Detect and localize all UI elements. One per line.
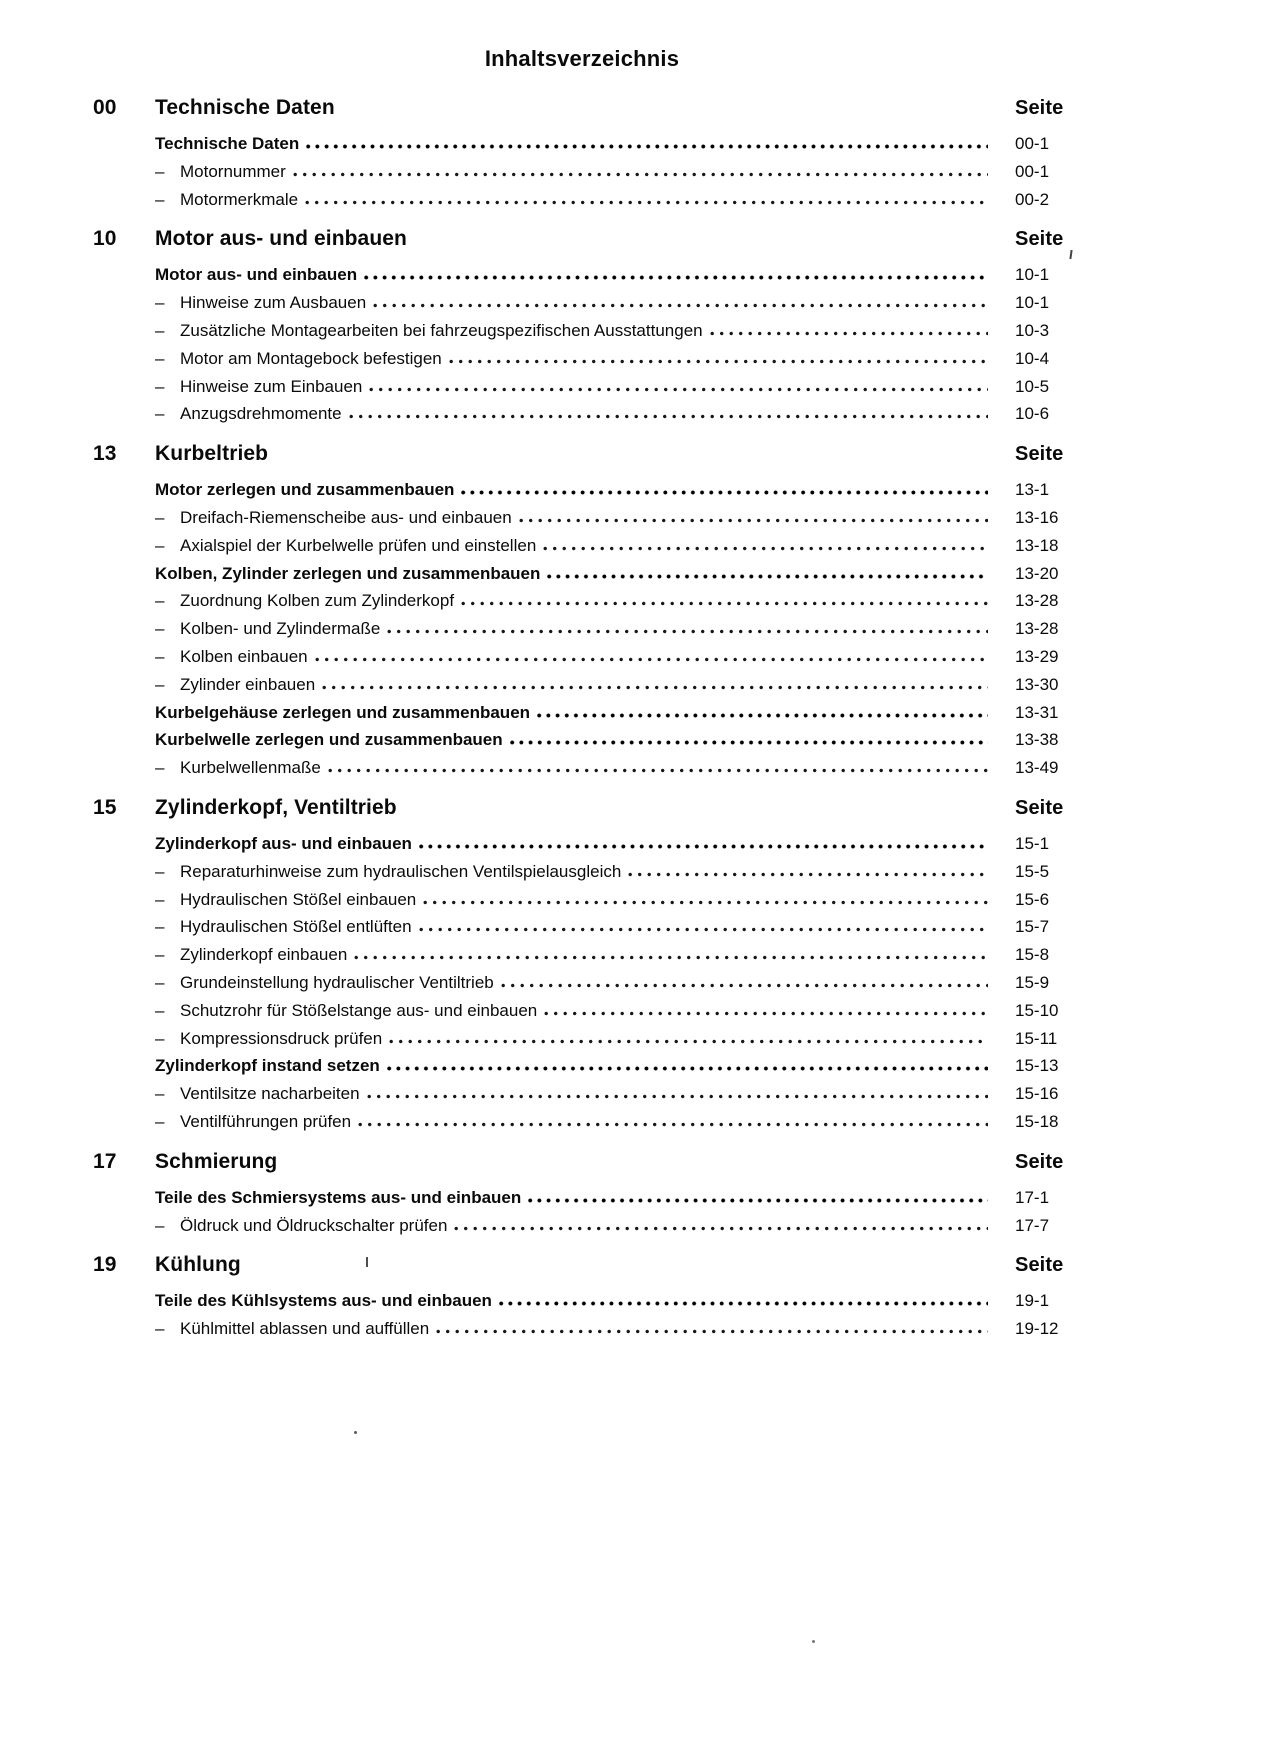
dot-leader: [305, 200, 988, 205]
dot-leader: [349, 414, 988, 419]
dash-marker: –: [155, 348, 165, 368]
toc-entry: [93, 671, 1071, 699]
toc-entry: [93, 186, 1071, 214]
toc-content: [93, 46, 1071, 1343]
toc-entry: [93, 1315, 1071, 1343]
entry-title: Kühlmittel ablassen und auffüllen: [180, 1319, 430, 1339]
entry-title: Reparaturhinweise zum hydraulischen Ventilspielausgleich: [180, 861, 622, 881]
dot-leader: [423, 900, 988, 905]
toc-entry: [93, 560, 1071, 588]
dash-marker: –: [155, 1111, 165, 1131]
toc-entry: [93, 261, 1071, 289]
entry-page-number: 15-1: [1015, 833, 1050, 853]
entry-title: Kurbelwellenmaße: [180, 758, 321, 778]
seite-column-label: Seite: [1015, 796, 1064, 819]
entry-page-number: 13-16: [1015, 507, 1059, 527]
entry-page-number: 10-5: [1015, 376, 1050, 396]
section-header: [93, 440, 1071, 468]
entry-page-number: 10-1: [1015, 265, 1050, 285]
section-entries: [93, 261, 1071, 428]
toc-entry: [93, 969, 1071, 997]
dash-marker: –: [155, 1084, 165, 1104]
entry-page-number: 19-12: [1015, 1319, 1059, 1339]
toc-section: [93, 1251, 1071, 1343]
dot-leader: [454, 1226, 988, 1231]
entry-title: Teile des Kühlsystems aus- und einbauen: [155, 1291, 492, 1311]
toc-entry: [93, 615, 1071, 643]
toc-section: [93, 94, 1071, 213]
dash-marker: –: [155, 293, 165, 313]
section-entries: [93, 830, 1071, 1136]
toc-section: [93, 1148, 1071, 1240]
entry-page-number: 13-29: [1015, 646, 1059, 666]
section-title: Kurbeltrieb: [155, 442, 269, 466]
dash-marker: –: [155, 376, 165, 396]
toc-entry: [93, 532, 1071, 560]
toc-entry: [93, 158, 1071, 186]
dot-leader: [499, 1301, 988, 1306]
entry-page-number: 15-7: [1015, 917, 1050, 937]
dash-marker: –: [155, 1028, 165, 1048]
entry-title: Teile des Schmiersystems aus- und einbauen: [155, 1187, 522, 1207]
dash-marker: –: [155, 972, 165, 992]
dot-leader: [449, 359, 988, 364]
toc-section: [93, 225, 1071, 428]
dot-leader: [389, 1039, 988, 1044]
entry-page-number: 15-13: [1015, 1056, 1059, 1076]
scan-artifact: [812, 1640, 815, 1643]
entry-title: Ventilsitze nacharbeiten: [180, 1084, 360, 1104]
entry-title: Grundeinstellung hydraulischer Ventiltrieb: [180, 972, 494, 992]
entry-title: Dreifach-Riemenscheibe aus- und einbauen: [180, 507, 512, 527]
dot-leader: [461, 601, 988, 606]
seite-column-label: Seite: [1015, 228, 1064, 251]
entry-page-number: 13-38: [1015, 730, 1059, 750]
toc-entry: [93, 830, 1071, 858]
dot-leader: [537, 713, 988, 718]
entry-page-number: 13-28: [1015, 619, 1059, 639]
dot-leader: [369, 387, 988, 392]
entry-page-number: 15-5: [1015, 861, 1050, 881]
section-number: 15: [93, 795, 117, 819]
toc-entry: [93, 1184, 1071, 1212]
dot-leader: [373, 303, 988, 308]
toc-entry: [93, 504, 1071, 532]
dot-leader: [501, 983, 988, 988]
entry-page-number: 13-20: [1015, 563, 1059, 583]
entry-title: Zylinderkopf instand setzen: [155, 1056, 380, 1076]
section-entries: [93, 1287, 1071, 1343]
entry-page-number: 13-31: [1015, 702, 1059, 722]
section-header: [93, 1148, 1071, 1176]
entry-page-number: 15-9: [1015, 972, 1050, 992]
dot-leader: [544, 1011, 988, 1016]
dot-leader: [387, 629, 988, 634]
entry-page-number: 19-1: [1015, 1291, 1050, 1311]
dash-marker: –: [155, 591, 165, 611]
dot-leader: [710, 331, 988, 336]
dash-marker: –: [155, 535, 165, 555]
section-number: 19: [93, 1253, 117, 1277]
dash-marker: –: [155, 758, 165, 778]
section-number: 00: [93, 96, 117, 119]
section-header: [93, 1251, 1071, 1279]
entry-title: Motormerkmale: [180, 189, 299, 209]
toc-entry: [93, 886, 1071, 914]
page-title: Inhaltsverzeichnis: [484, 46, 680, 71]
dash-marker: –: [155, 320, 165, 340]
entry-page-number: 10-3: [1015, 320, 1050, 340]
dot-leader: [328, 768, 988, 773]
dash-marker: –: [155, 161, 165, 181]
entry-title: Motornummer: [180, 161, 286, 181]
entry-title: Kolben- und Zylindermaße: [180, 619, 381, 639]
section-title: Zylinderkopf, Ventiltrieb: [155, 795, 397, 819]
dash-marker: –: [155, 889, 165, 909]
entry-page-number: 15-18: [1015, 1111, 1059, 1131]
dash-marker: –: [155, 1000, 165, 1020]
dot-leader: [358, 1122, 988, 1127]
toc-entry: [93, 130, 1071, 158]
entry-title: Zuordnung Kolben zum Zylinderkopf: [180, 591, 455, 611]
section-header: [93, 794, 1071, 822]
section-entries: [93, 1184, 1071, 1240]
toc-section: [93, 794, 1071, 1136]
scan-artifact: [1069, 250, 1072, 259]
entry-title: Zusätzliche Montagearbeiten bei fahrzeugspezifischen Ausstattungen: [180, 320, 703, 340]
entry-title: Motor zerlegen und zusammenbauen: [155, 480, 455, 500]
toc-entry: [93, 373, 1071, 401]
scan-artifact: [366, 1257, 368, 1267]
dash-marker: –: [155, 945, 165, 965]
section-number: 17: [93, 1149, 117, 1173]
entry-title: Kolben einbauen: [180, 646, 308, 666]
toc-entry: [93, 289, 1071, 317]
entry-page-number: 00-1: [1015, 161, 1050, 181]
entry-title: Kolben, Zylinder zerlegen und zusammenbauen: [155, 563, 541, 583]
dot-leader: [322, 685, 988, 690]
entry-page-number: 13-1: [1015, 480, 1050, 500]
dot-leader: [419, 844, 988, 849]
entry-page-number: 00-1: [1015, 134, 1050, 153]
section-number: 10: [93, 227, 117, 251]
dash-marker: –: [155, 917, 165, 937]
dash-marker: –: [155, 861, 165, 881]
entry-title: Schutzrohr für Stößelstange aus- und einbauen: [180, 1000, 538, 1020]
dash-marker: –: [155, 674, 165, 694]
dot-leader: [419, 927, 988, 932]
toc-entry: [93, 587, 1071, 615]
dot-leader: [528, 1198, 988, 1203]
dash-marker: –: [155, 404, 165, 424]
dot-leader: [293, 172, 988, 177]
dash-marker: –: [155, 1319, 165, 1339]
toc-entry: [93, 476, 1071, 504]
toc-entry: [93, 913, 1071, 941]
entry-title: Hinweise zum Einbauen: [180, 376, 363, 396]
entry-title: Zylinderkopf aus- und einbauen: [155, 833, 412, 853]
entry-title: Hydraulischen Stößel einbauen: [180, 889, 417, 909]
entry-title: Zylinder einbauen: [180, 674, 316, 694]
entry-page-number: 13-18: [1015, 535, 1059, 555]
seite-column-label: Seite: [1015, 443, 1064, 466]
section-entries: [93, 130, 1071, 213]
entry-page-number: 15-16: [1015, 1084, 1059, 1104]
entry-page-number: 17-1: [1015, 1187, 1050, 1207]
dot-leader: [306, 144, 988, 149]
toc-entry: [93, 1025, 1071, 1053]
seite-column-label: Seite: [1015, 1254, 1064, 1277]
section-title: Schmierung: [155, 1149, 278, 1173]
entry-page-number: 10-4: [1015, 348, 1050, 368]
section-header: [93, 94, 1071, 122]
toc-entry: [93, 400, 1071, 428]
entry-page-number: 15-11: [1015, 1028, 1058, 1048]
toc-entry: [93, 858, 1071, 886]
entry-title: Anzugsdrehmomente: [180, 404, 342, 424]
dot-leader: [519, 518, 988, 523]
dot-leader: [387, 1066, 988, 1071]
scan-artifact: [354, 1431, 357, 1434]
entry-title: Zylinderkopf einbauen: [180, 945, 348, 965]
section-header: [93, 225, 1071, 253]
toc-entry: [93, 754, 1071, 782]
entry-page-number: 00-2: [1015, 189, 1050, 209]
section-title: Kühlung: [155, 1253, 241, 1277]
toc-entry: [93, 317, 1071, 345]
entry-page-number: 10-1: [1015, 293, 1050, 313]
toc-entry: [93, 726, 1071, 754]
entry-page-number: 13-30: [1015, 674, 1059, 694]
entry-title: Technische Daten: [155, 134, 300, 153]
dot-leader: [364, 275, 988, 280]
dot-leader: [436, 1329, 988, 1334]
entry-title: Öldruck und Öldruckschalter prüfen: [180, 1215, 448, 1235]
dash-marker: –: [155, 1215, 165, 1235]
toc-entry: [93, 1080, 1071, 1108]
toc-entry: [93, 997, 1071, 1025]
dash-marker: –: [155, 507, 165, 527]
toc-entry: [93, 1287, 1071, 1315]
toc-entry: [93, 1052, 1071, 1080]
section-title: Motor aus- und einbauen: [155, 227, 407, 251]
entry-page-number: 15-8: [1015, 945, 1050, 965]
toc-entry: [93, 345, 1071, 373]
entry-page-number: 10-6: [1015, 404, 1050, 424]
dot-leader: [543, 546, 988, 551]
dash-marker: –: [155, 619, 165, 639]
entry-title: Motor am Montagebock befestigen: [180, 348, 442, 368]
entry-title: Hydraulischen Stößel entlüften: [180, 917, 412, 937]
section-title: Technische Daten: [155, 96, 335, 119]
dot-leader: [354, 955, 988, 960]
entry-page-number: 13-28: [1015, 591, 1059, 611]
dot-leader: [547, 574, 988, 579]
entry-title: Hinweise zum Ausbauen: [180, 293, 367, 313]
entry-title: Kurbelgehäuse zerlegen und zusammenbauen: [155, 702, 531, 722]
toc-entry: [93, 941, 1071, 969]
dot-leader: [367, 1094, 988, 1099]
entry-title: Kompressionsdruck prüfen: [180, 1028, 383, 1048]
dot-leader: [315, 657, 988, 662]
entry-title: Kurbelwelle zerlegen und zusammenbauen: [155, 730, 503, 750]
dot-leader: [510, 740, 988, 745]
entry-title: Axialspiel der Kurbelwelle prüfen und einstellen: [180, 535, 537, 555]
entry-page-number: 13-49: [1015, 758, 1059, 778]
entry-title: Ventilführungen prüfen: [180, 1111, 352, 1131]
entry-page-number: 17-7: [1015, 1215, 1050, 1235]
section-number: 13: [93, 442, 117, 466]
toc-sections: [93, 94, 1071, 1343]
toc-entry: [93, 643, 1071, 671]
entry-page-number: 15-6: [1015, 889, 1050, 909]
toc-entry: [93, 1212, 1071, 1240]
entry-page-number: 15-10: [1015, 1000, 1059, 1020]
toc-entry: [93, 1108, 1071, 1136]
dot-leader: [628, 872, 988, 877]
toc-entry: [93, 699, 1071, 727]
dash-marker: –: [155, 189, 165, 209]
entry-title: Motor aus- und einbauen: [155, 265, 358, 285]
seite-column-label: Seite: [1015, 1150, 1064, 1173]
seite-column-label: Seite: [1015, 97, 1064, 119]
section-entries: [93, 476, 1071, 782]
dash-marker: –: [155, 646, 165, 666]
toc-section: [93, 440, 1071, 782]
dot-leader: [461, 490, 988, 495]
